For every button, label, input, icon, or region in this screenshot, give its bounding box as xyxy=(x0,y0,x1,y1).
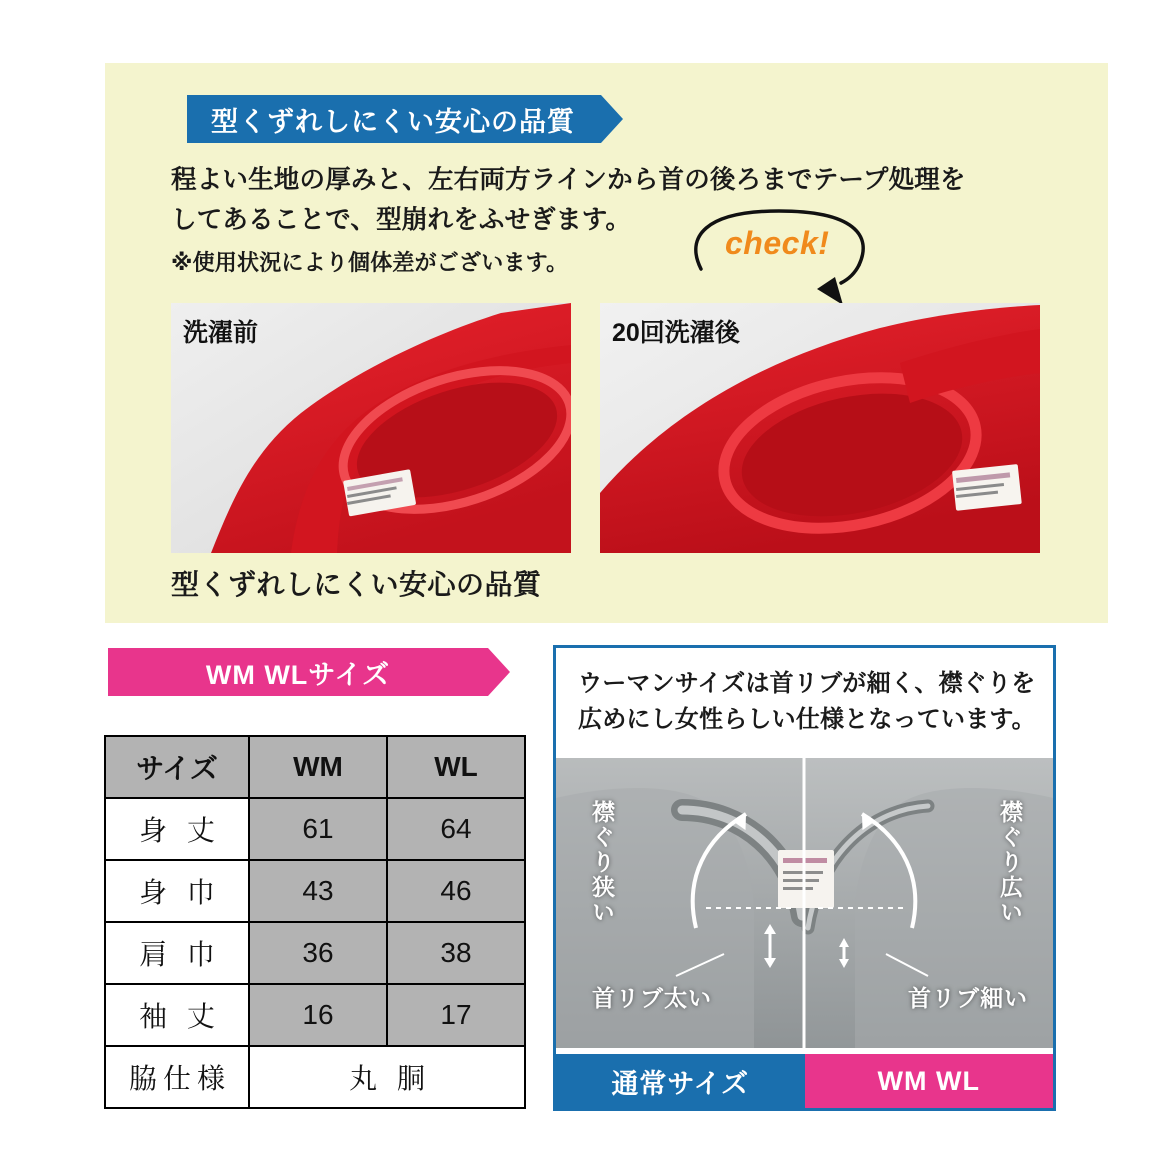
table-header-row xyxy=(105,736,525,798)
row-label-body-length: 身 丈 xyxy=(105,798,249,860)
table-row xyxy=(105,798,525,860)
row-value-body-length-wm: 61 xyxy=(249,798,387,860)
comparison-footer-labels xyxy=(556,1054,1053,1108)
row-label-body-width: 身 巾 xyxy=(105,860,249,922)
row-value-sleeve-length-wm: 16 xyxy=(249,984,387,1046)
photo-before-wash xyxy=(171,303,571,553)
quality-note: ※使用状況により個体差がございます。 xyxy=(171,250,569,275)
quality-description xyxy=(171,161,1041,240)
label-neckline-narrow: 襟ぐり狭い xyxy=(589,800,615,925)
label-rib-thick: 首リブ太い xyxy=(592,985,712,1011)
row-label-sleeve-length: 袖 丈 xyxy=(105,984,249,1046)
quality-ribbon-label: 型くずれしにくい安心の品質 xyxy=(211,106,575,137)
photo-after-caption: 20回洗濯後 xyxy=(612,319,740,347)
comparison-description-line1: ウーマンサイズは首リブが細く、襟ぐりを xyxy=(578,670,1036,697)
row-value-shoulder-width-wm: 36 xyxy=(249,922,387,984)
comparison-description-line2: 広めにし女性らしい仕様となっています。 xyxy=(578,706,1036,733)
row-label-side-spec: 脇仕様 xyxy=(105,1046,249,1108)
table-header-size: サイズ xyxy=(105,736,249,798)
row-value-side-spec: 丸 胴 xyxy=(249,1046,525,1108)
row-value-shoulder-width-wl: 38 xyxy=(387,922,525,984)
label-rib-thin: 首リブ細い xyxy=(908,985,1028,1011)
size-ribbon-label: WM WLサイズ xyxy=(205,659,391,690)
quality-description-line2: してあることで、型崩れをふせぎます。 xyxy=(171,205,632,234)
size-table xyxy=(104,735,526,1109)
table-row xyxy=(105,1046,525,1108)
table-row xyxy=(105,922,525,984)
comparison-description xyxy=(578,666,1038,738)
row-value-body-width-wl: 46 xyxy=(387,860,525,922)
row-value-body-width-wm: 43 xyxy=(249,860,387,922)
row-label-shoulder-width: 肩 巾 xyxy=(105,922,249,984)
quality-panel xyxy=(105,63,1108,623)
label-neckline-wide: 襟ぐり広い xyxy=(997,800,1023,925)
check-label: check! xyxy=(725,225,830,261)
photo-before-caption: 洗濯前 xyxy=(183,319,259,347)
table-header-wl: WL xyxy=(387,736,525,798)
quality-ribbon-banner xyxy=(187,95,601,143)
check-callout xyxy=(683,203,893,308)
label-wm-wl-size: WM WL xyxy=(805,1054,1054,1108)
table-header-wm: WM xyxy=(249,736,387,798)
size-ribbon-banner xyxy=(108,648,488,696)
neck-comparison-panel xyxy=(553,645,1056,1111)
photo-after-wash xyxy=(600,303,1040,553)
comparison-photo xyxy=(556,758,1053,1048)
label-normal-size: 通常サイズ xyxy=(556,1054,805,1108)
table-row xyxy=(105,984,525,1046)
table-row xyxy=(105,860,525,922)
quality-bottom-caption: 型くずれしにくい安心の品質 xyxy=(171,569,542,600)
quality-description-line1: 程よい生地の厚みと、左右両方ラインから首の後ろまでテープ処理を xyxy=(171,166,966,194)
row-value-body-length-wl: 64 xyxy=(387,798,525,860)
row-value-sleeve-length-wl: 17 xyxy=(387,984,525,1046)
